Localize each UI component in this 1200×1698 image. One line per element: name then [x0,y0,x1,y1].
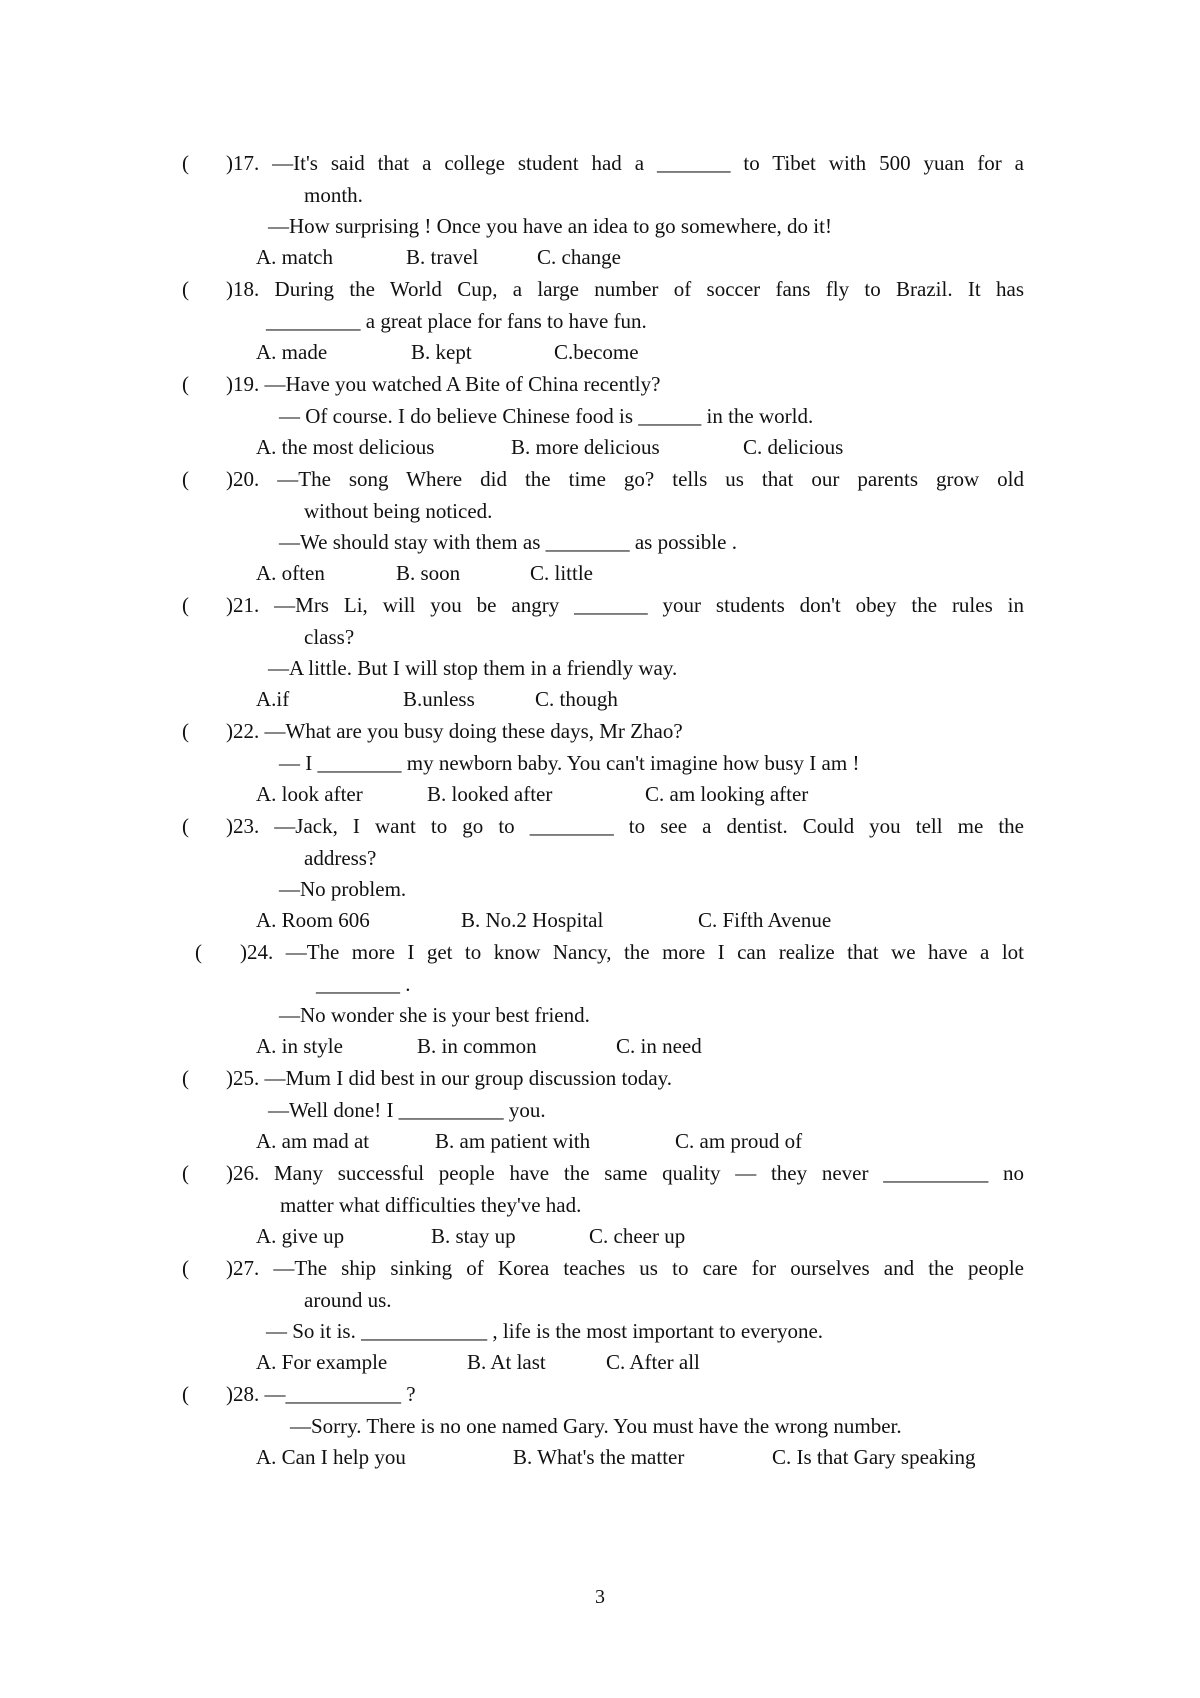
answer-paren: ( [182,151,189,175]
option-b: B. At last [467,1350,546,1374]
dialogue-reply: —How surprising ! Once you have an idea to go somewhere, do it! [268,214,832,238]
option-b: B. kept [411,340,472,364]
option-b: B. soon [396,561,461,585]
question-text: )24. —The more I get to know Nancy, the more I can realize that we have a lot [240,940,1024,964]
option-b: B. travel [406,245,479,269]
question-text: )19. —Have you watched A Bite of China recently? [226,372,661,396]
question-text-continued: matter what difficulties they've had. [280,1193,582,1217]
answer-paren: ( [182,1382,189,1406]
dialogue-reply: — I ________ my newborn baby. You can't imagine how busy I am ! [279,751,860,775]
page-number: 3 [595,1586,605,1608]
answer-paren: ( [182,1066,189,1090]
option-c: C. little [530,561,593,585]
question-text: )28. —___________ ? [226,1382,416,1406]
option-c: C. am looking after [645,782,809,806]
dialogue-reply: —No problem. [279,877,407,901]
dialogue-reply: —Sorry. There is no one named Gary. You must have the wrong number. [290,1414,902,1438]
option-b: B. in common [417,1034,537,1058]
option-a: A. in style [256,1034,343,1058]
option-b: B. looked after [427,782,553,806]
dialogue-reply: —A little. But I will stop them in a friendly way. [268,656,678,680]
option-c: C. After all [606,1350,700,1374]
question-text: )21. —Mrs Li, will you be angry _______ your students don't obey the rules in [226,593,1024,617]
option-a: A. Room 606 [256,908,370,932]
option-c: C. am proud of [675,1129,803,1153]
dialogue-reply: — So it is. ____________ , life is the most important to everyone. [266,1319,824,1343]
answer-paren: ( [182,1161,189,1185]
question-text: )27. —The ship sinking of Korea teaches us to care for ourselves and the people [226,1256,1024,1280]
question-text-continued: ________ . [316,972,411,996]
option-c: C. in need [616,1034,702,1058]
question-text: )20. —The song Where did the time go? tells us that our parents grow old [226,467,1024,491]
option-a: A.if [256,687,290,711]
option-a: A. often [256,561,325,585]
question-text: )18. During the World Cup, a large number of soccer fans fly to Brazil. It has [226,277,1024,301]
option-c: C. cheer up [589,1224,686,1248]
answer-paren: ( [195,940,202,964]
question-text: )25. —Mum I did best in our group discussion today. [226,1066,673,1090]
option-c: C. delicious [743,435,844,459]
option-c: C. Fifth Avenue [698,908,832,932]
option-a: A. made [256,340,328,364]
question-text: )17. —It's said that a college student had a _______ to Tibet with 500 yuan for a [226,151,1024,175]
answer-paren: ( [182,719,189,743]
option-b: B. No.2 Hospital [461,908,604,932]
question-text-continued: month. [304,183,363,207]
dialogue-reply: —No wonder she is your best friend. [279,1003,590,1027]
question-text-continued: without being noticed. [304,499,493,523]
option-c: C. though [535,687,618,711]
option-b: B. What's the matter [513,1445,685,1469]
answer-paren: ( [182,372,189,396]
option-a: A. the most delicious [256,435,435,459]
option-a: A. give up [256,1224,345,1248]
option-b: B.unless [403,687,475,711]
option-b: B. more delicious [511,435,660,459]
question-text-continued: _________ a great place for fans to have fun. [266,309,647,333]
answer-paren: ( [182,814,189,838]
option-a: A. look after [256,782,363,806]
dialogue-reply: — Of course. I do believe Chinese food is ______ in the world. [279,404,814,428]
answer-paren: ( [182,277,189,301]
option-c: C. change [537,245,621,269]
answer-paren: ( [182,1256,189,1280]
option-c: C.become [554,340,639,364]
question-text: )26. Many successful people have the same quality — they never __________ no [226,1161,1024,1185]
option-a: A. For example [256,1350,388,1374]
question-text-continued: around us. [304,1288,392,1312]
question-text: )23. —Jack, I want to go to ________ to see a dentist. Could you tell me the [226,814,1024,838]
option-b: B. stay up [431,1224,516,1248]
option-a: A. am mad at [256,1129,370,1153]
dialogue-reply: —We should stay with them as ________ as possible . [279,530,737,554]
option-a: A. match [256,245,333,269]
question-text-continued: address? [304,846,377,870]
dialogue-reply: —Well done! I __________ you. [268,1098,546,1122]
option-c: C. Is that Gary speaking [772,1445,976,1469]
answer-paren: ( [182,467,189,491]
question-text-continued: class? [304,625,355,649]
option-b: B. am patient with [435,1129,591,1153]
question-text: )22. —What are you busy doing these days, Mr Zhao? [226,719,683,743]
option-a: A. Can I help you [256,1445,406,1469]
answer-paren: ( [182,593,189,617]
